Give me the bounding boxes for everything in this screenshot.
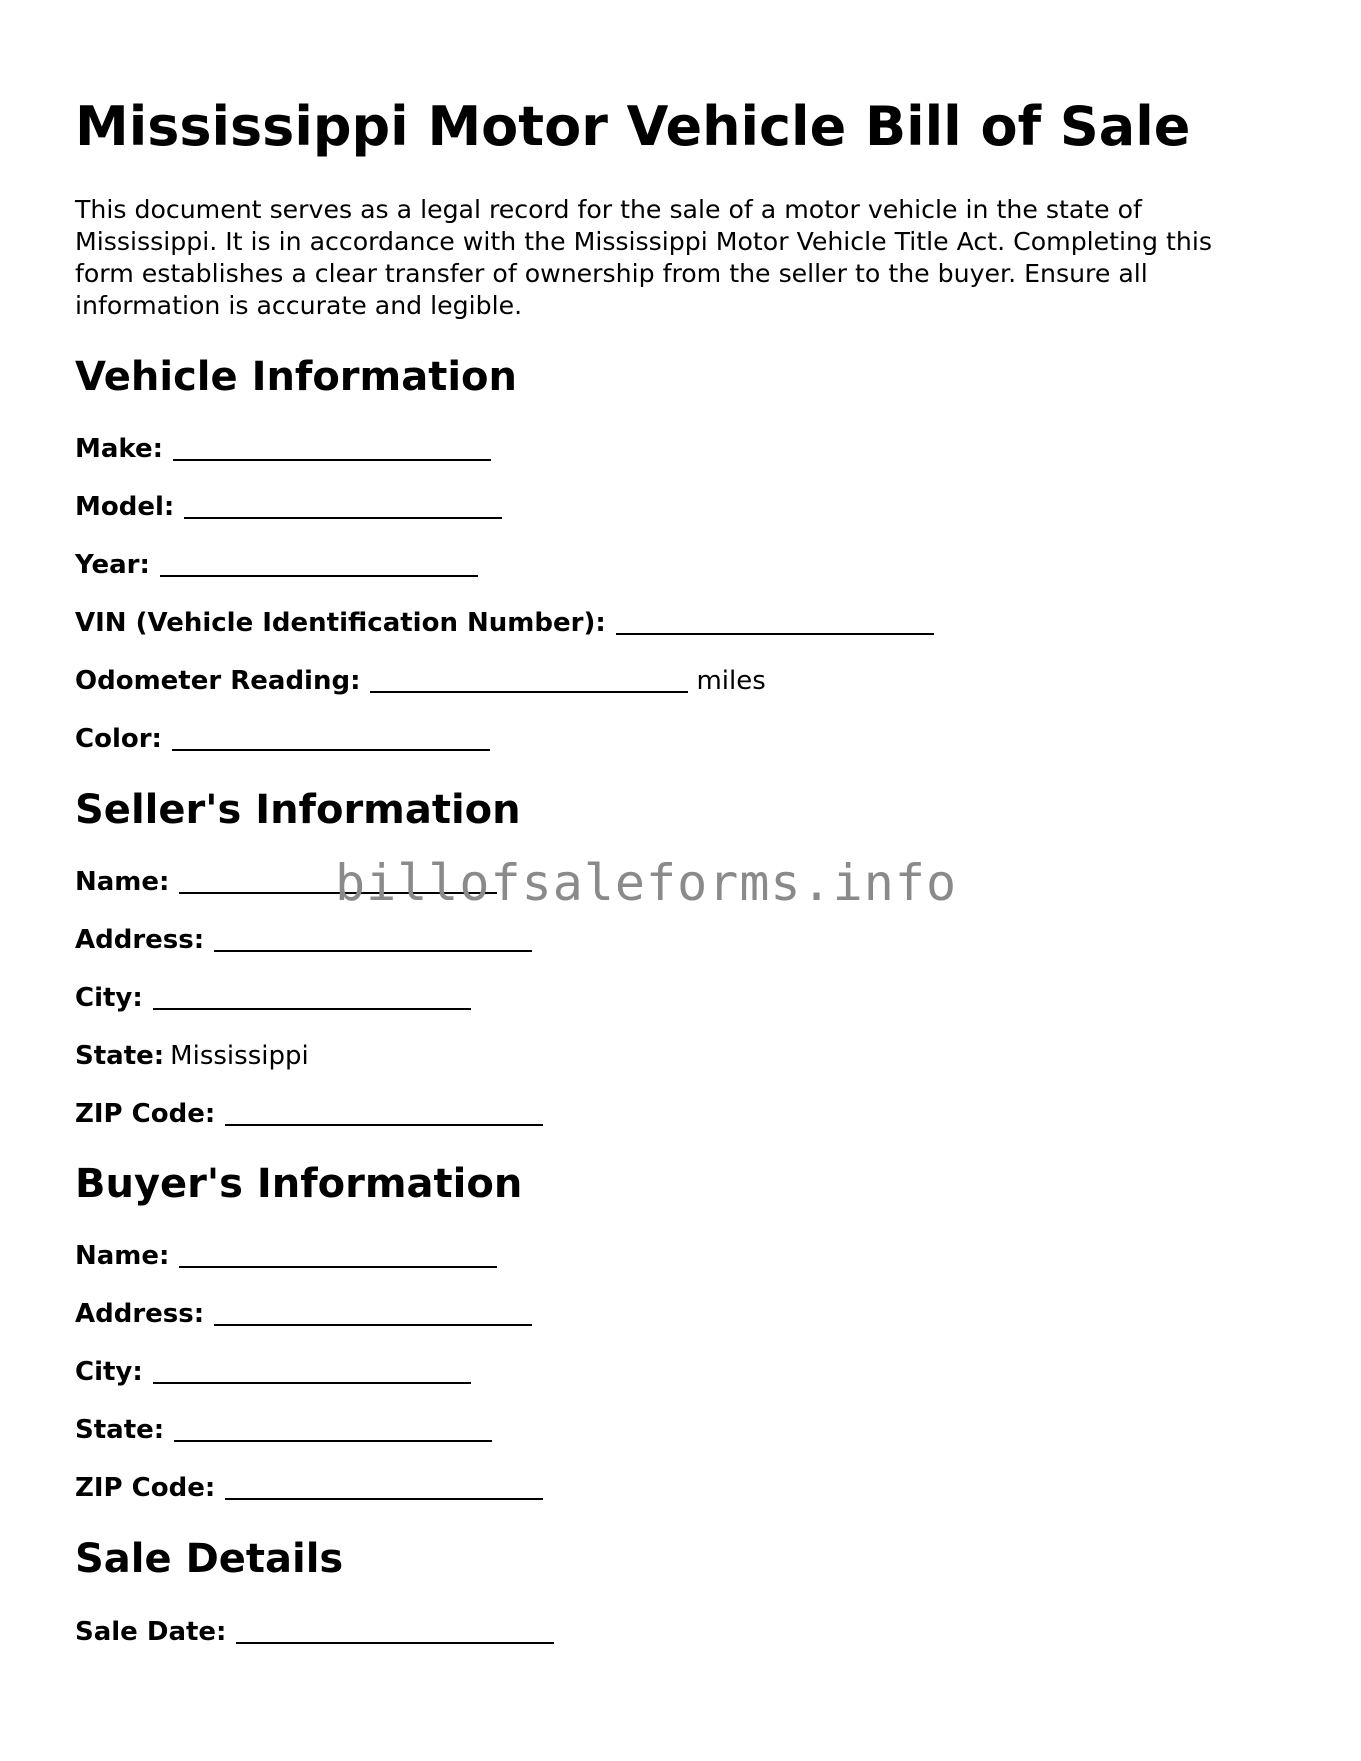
make-field — [75, 432, 491, 466]
color-label: Color: — [75, 724, 162, 754]
buyer-state-blank[interactable] — [174, 1416, 492, 1442]
year-blank[interactable] — [160, 551, 478, 577]
sale-details-heading: Sale Details — [75, 1536, 344, 1582]
watermark-text: billofsaleforms.info — [335, 854, 958, 912]
odometer-blank[interactable] — [370, 667, 688, 693]
buyer-address-label: Address: — [75, 1299, 205, 1329]
seller-name-field — [75, 865, 497, 899]
color-field — [75, 722, 490, 756]
sale-date-field — [75, 1615, 554, 1649]
seller-name-label: Name: — [75, 867, 170, 897]
buyer-state-field — [75, 1413, 492, 1447]
seller-city-blank[interactable] — [153, 984, 471, 1010]
buyer-city-label: City: — [75, 1357, 143, 1387]
model-blank[interactable] — [184, 493, 502, 519]
buyer-name-blank[interactable] — [179, 1242, 497, 1268]
vin-label: VIN (Vehicle Identification Number): — [75, 608, 606, 638]
model-label: Model: — [75, 492, 175, 522]
seller-city-label: City: — [75, 983, 143, 1013]
seller-address-field — [75, 923, 532, 957]
odometer-label: Odometer Reading: — [75, 666, 361, 696]
buyer-city-field — [75, 1355, 471, 1389]
model-field — [75, 490, 502, 524]
buyer-city-blank[interactable] — [153, 1358, 471, 1384]
document-title: Mississippi Motor Vehicle Bill of Sale — [75, 95, 1191, 158]
buyer-zip-blank[interactable] — [225, 1474, 543, 1500]
seller-name-blank[interactable] — [179, 868, 497, 894]
seller-information-heading: Seller's Information — [75, 787, 521, 833]
seller-address-label: Address: — [75, 925, 205, 955]
odometer-field — [75, 664, 766, 698]
buyer-state-label: State: — [75, 1415, 165, 1445]
seller-state-value: Mississippi — [170, 1041, 309, 1071]
sale-date-label: Sale Date: — [75, 1617, 227, 1647]
buyer-zip-label: ZIP Code: — [75, 1473, 216, 1503]
odometer-unit: miles — [696, 666, 766, 696]
make-label: Make: — [75, 434, 164, 464]
seller-state-field — [75, 1039, 309, 1073]
buyer-information-heading: Buyer's Information — [75, 1161, 523, 1207]
make-blank[interactable] — [173, 435, 491, 461]
seller-zip-field — [75, 1097, 543, 1131]
buyer-name-label: Name: — [75, 1241, 170, 1271]
intro-paragraph: This document serves as a legal record for the sale of a motor vehicle in the state of Mississippi. It is in accordance with the Mississippi Motor Vehicle Title Act. Completing this form establishes a clear transfer of ownership from the seller to the buyer. Ensure all information is accurate and legible. — [75, 195, 1212, 320]
sale-date-blank[interactable] — [236, 1618, 554, 1644]
color-blank[interactable] — [172, 725, 490, 751]
buyer-zip-field — [75, 1471, 543, 1505]
seller-city-field — [75, 981, 471, 1015]
buyer-address-blank[interactable] — [214, 1300, 532, 1326]
seller-address-blank[interactable] — [214, 926, 532, 952]
buyer-address-field — [75, 1297, 532, 1331]
year-label: Year: — [75, 550, 150, 580]
seller-zip-label: ZIP Code: — [75, 1099, 216, 1129]
vehicle-information-heading: Vehicle Information — [75, 354, 517, 400]
seller-zip-blank[interactable] — [225, 1100, 543, 1126]
buyer-name-field — [75, 1239, 497, 1273]
vin-field — [75, 606, 934, 640]
year-field — [75, 548, 478, 582]
seller-state-label: State: — [75, 1041, 165, 1071]
vin-blank[interactable] — [616, 609, 934, 635]
